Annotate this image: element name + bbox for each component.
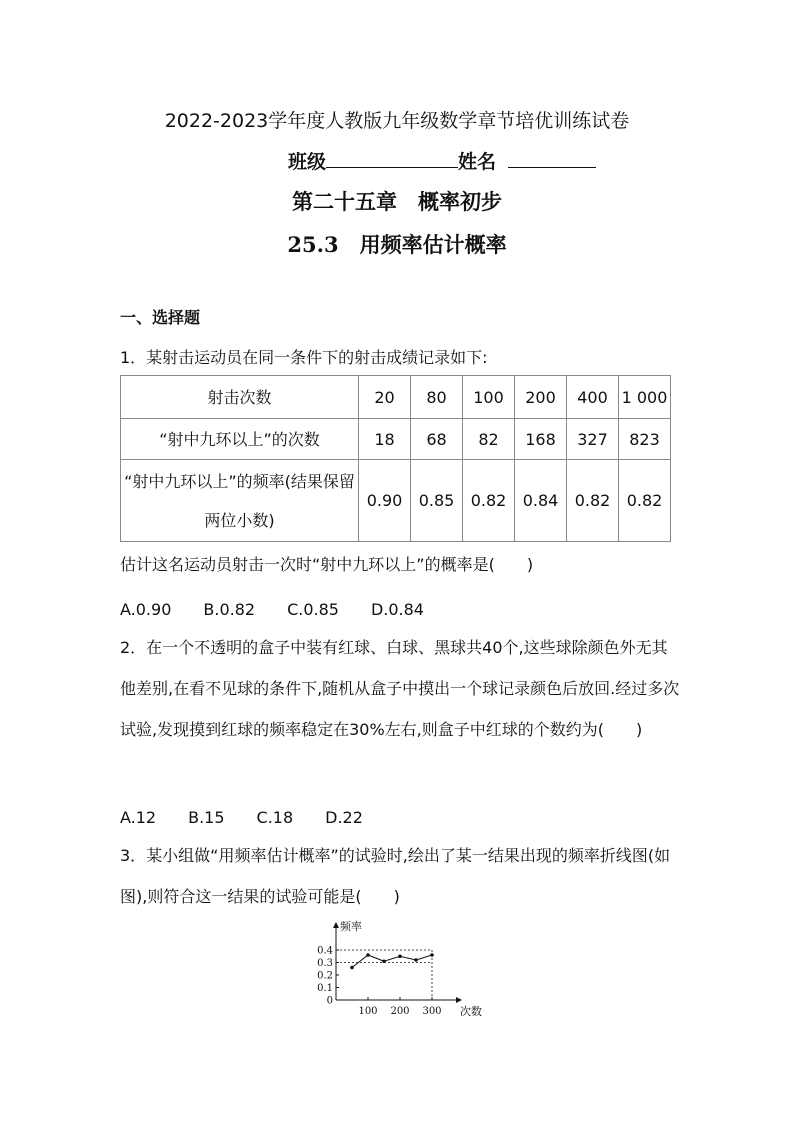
q2-text: 2．在一个不透明的盒子中装有红球、白球、黑球共40个,这些球除颜色外无其他差别,在看不见球的条件下,随机从盒子中摸出一个球记录颜色后放回.经过多次试验,发现摸到红球的频率稳定在30%左右,则盒子中红球的个数约为( ) — [120, 638, 680, 739]
data-point — [382, 959, 386, 963]
name-blank[interactable] — [508, 149, 596, 168]
x-axis-label: 次数 — [460, 1005, 482, 1018]
table-row — [121, 460, 671, 542]
y-tick-label: 0.2 — [317, 970, 333, 982]
table-cell: 82 — [463, 419, 515, 460]
table-row-label: 射击次数 — [121, 376, 359, 419]
y-tick-label: 0 — [326, 995, 333, 1007]
q3-text: 3．某小组做“用频率估计概率”的试验时,绘出了某一结果出现的频率折线图(如图),则符合这一结果的试验可能是( ) — [120, 846, 671, 906]
y-axis-arrow — [333, 922, 339, 928]
table-cell: 0.82 — [463, 460, 515, 542]
y-tick-label: 0.1 — [317, 983, 333, 994]
table-cell: 100 — [463, 376, 515, 419]
class-name-line — [288, 147, 596, 174]
table-row — [121, 376, 671, 419]
table-cell: 68 — [411, 419, 463, 460]
table-cell: 200 — [515, 376, 567, 419]
series-line — [352, 955, 432, 968]
table-cell: 20 — [359, 376, 411, 419]
table-cell: 823 — [619, 419, 671, 460]
table-cell: 0.84 — [515, 460, 567, 542]
table-cell: 168 — [515, 419, 567, 460]
table-cell: 80 — [411, 376, 463, 419]
data-point — [414, 958, 418, 962]
x-tick-label: 200 — [390, 1006, 410, 1017]
table-cell: 400 — [567, 376, 619, 419]
table-row-label: “射中九环以上”的次数 — [121, 419, 359, 460]
class-label: 班级 — [288, 151, 327, 173]
q1-options: A.0.90 B.0.82 C.0.85 D.0.84 — [120, 600, 424, 619]
table-cell: 1 000 — [619, 376, 671, 419]
y-tick-label: 0.4 — [317, 945, 333, 957]
table-cell: 18 — [359, 419, 411, 460]
chart-axes — [333, 919, 482, 1018]
table-row-label: “射中九环以上”的频率(结果保留两位小数) — [121, 460, 359, 542]
page-title: 2022-2023学年度人教版九年级数学章节培优训练试卷 — [164, 110, 630, 132]
data-point — [398, 954, 402, 958]
x-tick-label: 300 — [422, 1006, 442, 1017]
frequency-line-chart — [312, 918, 482, 1028]
y-tick-label: 0.3 — [317, 958, 333, 969]
chapter-heading: 第二十五章 概率初步 — [292, 189, 502, 214]
q1-table — [120, 375, 671, 542]
table-cell: 327 — [567, 419, 619, 460]
table-row — [121, 419, 671, 460]
table-cell: 0.82 — [567, 460, 619, 542]
q1-stem: 1．某射击运动员在同一条件下的射击成绩记录如下: — [120, 348, 488, 367]
section-heading: 25.3 用频率估计概率 — [287, 232, 507, 257]
table-cell: 0.85 — [411, 460, 463, 542]
table-cell: 0.90 — [359, 460, 411, 542]
name-label: 姓名 — [458, 151, 497, 173]
q2-options: A.12 B.15 C.18 D.22 — [120, 808, 363, 827]
y-axis-label: 频率 — [340, 920, 362, 933]
data-point — [430, 953, 434, 957]
data-point — [350, 966, 354, 970]
table-cell: 0.82 — [619, 460, 671, 542]
class-blank[interactable] — [326, 149, 458, 168]
x-tick-label: 100 — [358, 1006, 378, 1017]
data-point — [366, 953, 370, 957]
chart-marks — [336, 950, 434, 1000]
part-title: 一、选择题 — [120, 308, 201, 327]
x-axis-arrow — [456, 997, 462, 1003]
q1-question: 估计这名运动员射击一次时“射中九环以上”的概率是( ) — [120, 555, 534, 574]
